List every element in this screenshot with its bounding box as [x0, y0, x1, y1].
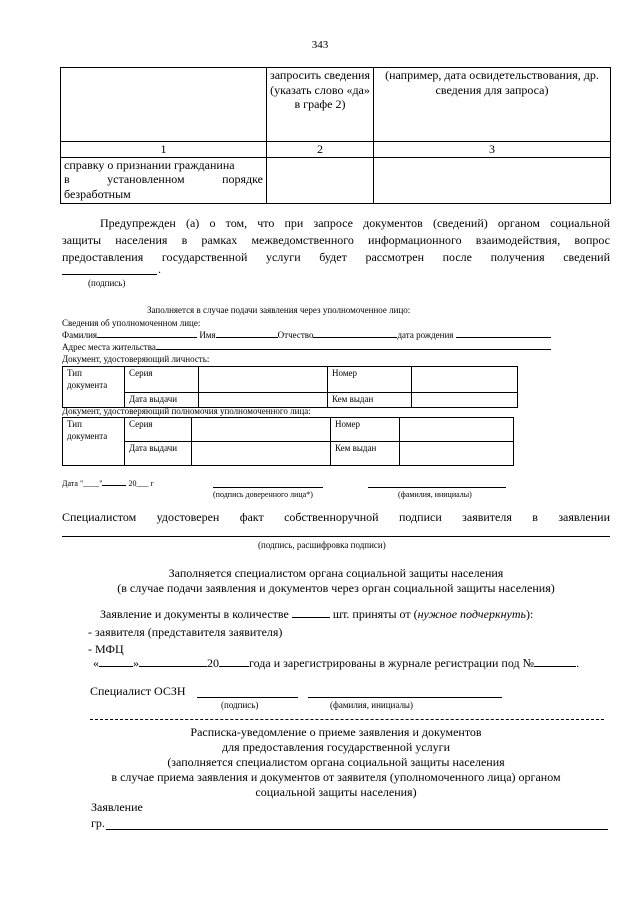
- birthdate-field[interactable]: [456, 337, 551, 338]
- accepted-italic: нужное подчеркнуть: [417, 607, 526, 621]
- surname-field[interactable]: [97, 337, 197, 338]
- power-doc-table: [62, 417, 514, 466]
- date-century: 20: [207, 656, 219, 670]
- receipt-title4: в случае приема заявления и документов от заявителя (уполномоченного лица) органом: [111, 770, 561, 784]
- id-series-label: Серия: [125, 367, 199, 393]
- id-issued-by-field[interactable]: [412, 393, 518, 408]
- power-issued-by-field[interactable]: [400, 442, 514, 466]
- row-text-line1: справку о признании гражданина: [64, 157, 235, 172]
- representative-name-row: [62, 330, 610, 340]
- id-series-field[interactable]: [199, 367, 328, 393]
- ozsn-sign-caption: (подпись): [221, 700, 259, 710]
- row-text-line3: безработным: [64, 186, 131, 201]
- name-label: Имя: [199, 330, 216, 340]
- table-header-col3: (например, дата освидетельствования, др. сведения для запроса): [374, 68, 611, 142]
- surname-label: Фамилия: [62, 330, 98, 340]
- ozsn-name-line[interactable]: [308, 697, 502, 698]
- cut-line: [90, 719, 604, 720]
- power-doc-label: Документ, удостоверяющий полномочия уполномоченного лица:: [62, 406, 311, 416]
- receipt-title2: для предоставления государственной услуги: [221, 740, 451, 754]
- table-num-3: 3: [374, 142, 611, 158]
- receipt-citizen-field[interactable]: [106, 829, 608, 830]
- date-day: "____": [79, 479, 103, 488]
- date-month-field[interactable]: [102, 485, 126, 486]
- receipt-title1: Расписка-уведомление о приеме заявления и документов: [190, 725, 482, 739]
- table-row-unemployed: [61, 157, 267, 203]
- id-number-label: Номер: [328, 367, 412, 393]
- warning-line2: защиты населения в рамках межведомственного информационного взаимодействия, вопрос: [62, 233, 610, 247]
- ozsn-reg-number-field[interactable]: [534, 666, 576, 667]
- ozsn-sign-line[interactable]: [197, 697, 298, 698]
- patronymic-field[interactable]: [313, 337, 397, 338]
- accepted-text-a: Заявление и документы в количестве: [100, 607, 289, 621]
- request-table: [60, 67, 611, 204]
- power-series-label: Серия: [125, 418, 192, 442]
- power-doc-type-label: Тип документа: [63, 418, 125, 466]
- representative-heading: Заполняется в случае подачи заявления через уполномоченное лицо:: [147, 305, 411, 315]
- birthdate-label: дата рождения: [397, 330, 454, 340]
- id-doc-table: [62, 366, 518, 408]
- date-end: .: [576, 656, 580, 670]
- power-number-field[interactable]: [400, 418, 514, 442]
- id-issue-date-field[interactable]: [199, 393, 328, 408]
- date-label: Дата: [62, 479, 78, 488]
- name-field[interactable]: [216, 337, 278, 338]
- power-issue-date-label: Дата выдачи: [125, 442, 192, 466]
- table-num-1: 1: [61, 142, 267, 158]
- representative-name-line[interactable]: [368, 487, 506, 488]
- ozsn-day-field[interactable]: [99, 666, 133, 667]
- accepted-text-c: ):: [526, 607, 534, 621]
- representative-info-label: Сведения об уполномоченном лице:: [62, 318, 201, 328]
- power-issue-date-field[interactable]: [192, 442, 331, 466]
- id-issue-date-label: Дата выдачи: [125, 393, 199, 408]
- row-text-word-b: установленном: [107, 172, 185, 186]
- date-open-quote: «: [93, 656, 99, 670]
- date-year: 20___ г: [128, 479, 154, 488]
- date-close-quote: »: [133, 656, 139, 670]
- id-issued-by-label: Кем выдан: [328, 393, 412, 408]
- accepted-text-b: шт. приняты от (: [332, 607, 418, 621]
- ozsn-title2: (в случае подачи заявления и документов через орган социальной защиты населения): [117, 581, 555, 595]
- specialist-cert-caption: (подпись, расшифровка подписи): [258, 540, 386, 550]
- id-doc-label: Документ, удостоверяющий личность:: [62, 354, 210, 364]
- receipt-statement-label: Заявление: [91, 800, 143, 814]
- ozsn-year-field[interactable]: [219, 666, 249, 667]
- receipt-title5: социальной защиты населения): [255, 785, 417, 799]
- ozsn-name-caption: (фамилия, инициалы): [330, 700, 413, 710]
- patronymic-label: Отчество: [277, 330, 314, 340]
- table-header-col2: запросить сведения (указать слово «да» в графе 2): [267, 68, 374, 142]
- accepted-count-field[interactable]: [292, 617, 330, 618]
- warning-signature-line[interactable]: [62, 274, 157, 275]
- ozsn-option-applicant[interactable]: - заявителя (представителя заявителя): [88, 625, 283, 639]
- receipt-title3: (заполняется специалистом органа социальной защиты населения: [167, 755, 505, 769]
- table-cell-details[interactable]: [374, 157, 611, 203]
- warning-period: .: [158, 262, 161, 276]
- ozsn-title1: Заполняется специалистом органа социальной защиты населения: [168, 566, 504, 580]
- representative-sign-caption: (подпись доверенного лица*): [213, 490, 313, 499]
- warning-signature-caption: (подпись): [88, 278, 126, 288]
- power-series-field[interactable]: [192, 418, 331, 442]
- ozsn-option-mfc[interactable]: - МФЦ: [88, 642, 124, 656]
- page-number: 343: [311, 39, 329, 51]
- row-text-word-a: в: [64, 172, 70, 186]
- table-num-2: 2: [267, 142, 374, 158]
- address-row: [62, 342, 551, 352]
- ozsn-specialist-label: Специалист ОСЗН: [90, 684, 186, 698]
- address-label: Адрес места жительства: [62, 342, 156, 352]
- specialist-cert-line[interactable]: [62, 536, 610, 537]
- specialist-cert-text: Специалистом удостоверен факт собственноручной подписи заявителя в заявлении: [62, 510, 610, 524]
- ozsn-date-row: [93, 656, 579, 671]
- id-number-field[interactable]: [412, 367, 518, 393]
- table-header-empty: [61, 68, 267, 142]
- ozsn-accepted-row: [100, 607, 533, 622]
- ozsn-month-field[interactable]: [139, 666, 207, 667]
- representative-name-caption: (фамилия, инициалы): [398, 490, 472, 499]
- warning-line1: Предупрежден (а) о том, что при запросе документов (сведений) органом социальной: [100, 216, 610, 230]
- representative-sign-line[interactable]: [213, 487, 323, 488]
- id-doc-type-label: Тип документа: [63, 367, 125, 408]
- receipt-citizen-label: гр.: [91, 816, 105, 830]
- date-rest-text: года и зарегистрированы в журнале регистрации под №: [249, 656, 535, 670]
- address-field[interactable]: [156, 349, 551, 350]
- representative-date-row: [62, 479, 154, 488]
- power-number-label: Номер: [331, 418, 400, 442]
- table-cell-request[interactable]: [267, 157, 374, 203]
- row-text-word-c: порядке: [222, 172, 263, 186]
- power-issued-by-label: Кем выдан: [331, 442, 400, 466]
- warning-line3: предоставления государственной услуги будет рассмотрен после получения сведений: [62, 250, 610, 264]
